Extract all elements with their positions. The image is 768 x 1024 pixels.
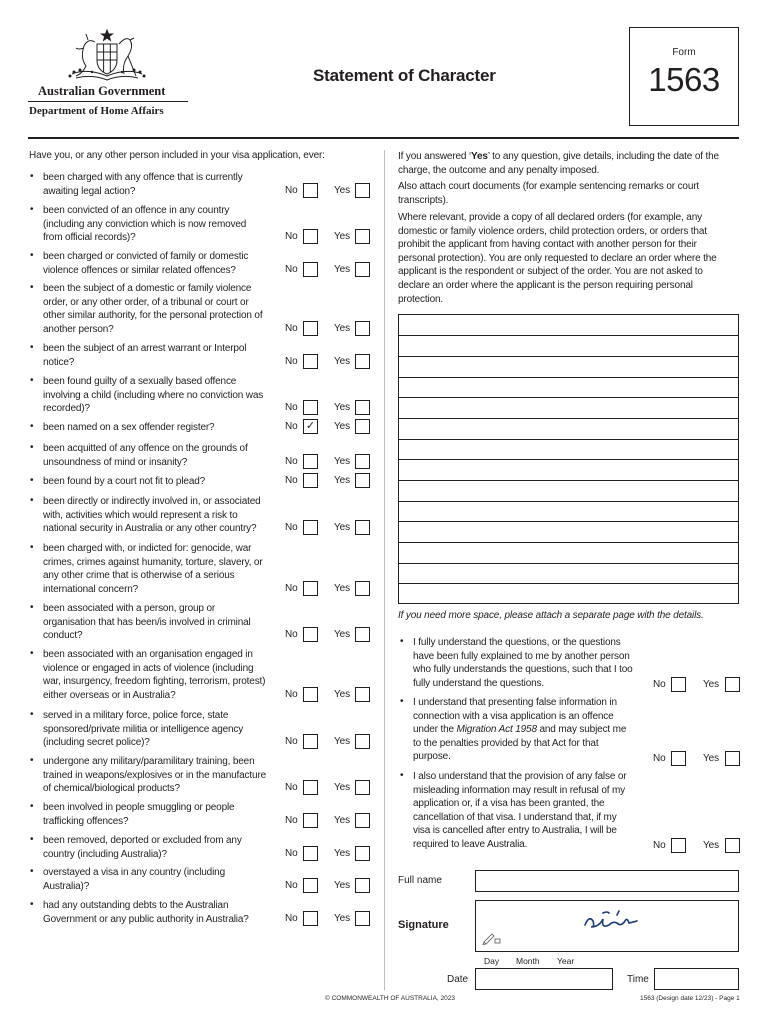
yes-no-group: No Yes	[285, 473, 375, 489]
yes-no-group: No Yes	[285, 846, 375, 862]
yes-no-group: No Yes	[285, 520, 375, 536]
questions-intro: Have you, or any other person included in your visa application, ever:	[29, 150, 325, 161]
no-checkbox[interactable]	[303, 354, 318, 369]
department-name: Department of Home Affairs	[29, 105, 164, 117]
question-text: been the subject of an arrest warrant or Interpol notice?	[43, 343, 247, 368]
act-name: Migration Act 1958	[456, 724, 537, 736]
yes-checkbox[interactable]	[725, 751, 740, 766]
yes-checkbox[interactable]	[355, 229, 370, 244]
declared-orders-note: Where relevant, provide a copy of all declared orders (for example, any domestic or family violence orders, child protection orders, or orders that prohibit the applicant from having contact with another person for their personal protection). You are only requested to declare an order where the applicant is the respondent or subject of the order. You are not asked to declare an order where the applicant is the person requiring personal protection.	[398, 212, 717, 305]
yes-emphasis: Yes	[471, 151, 488, 162]
details-line	[399, 459, 738, 460]
question-text: been convicted of an offence in any country (including any conviction which is now removed from official records)?	[43, 205, 247, 244]
question-text: been charged or convicted of family or domestic violence offences or similar related offences?	[43, 251, 249, 276]
details-line	[399, 397, 738, 398]
signature-field[interactable]	[475, 900, 739, 952]
yes-checkbox[interactable]	[355, 687, 370, 702]
year-label: Year	[557, 956, 575, 966]
header-divider	[28, 101, 188, 102]
yes-checkbox[interactable]	[355, 813, 370, 828]
yes-checkbox[interactable]	[355, 581, 370, 596]
no-checkbox[interactable]	[303, 400, 318, 415]
yes-no-group: No Yes	[285, 454, 375, 470]
no-checkbox[interactable]	[671, 677, 686, 692]
details-line	[399, 377, 738, 378]
yes-checkbox[interactable]	[725, 677, 740, 692]
more-space-note: If you need more space, please attach a separate page with the details.	[398, 610, 704, 621]
yes-checkbox[interactable]	[355, 878, 370, 893]
no-checkbox[interactable]	[303, 520, 318, 535]
yes-checkbox[interactable]	[355, 419, 370, 434]
details-line	[399, 563, 738, 564]
coat-of-arms-icon	[62, 28, 152, 84]
form-number-box	[629, 27, 739, 126]
signature-label: Signature	[398, 919, 449, 931]
yes-no-group: No Yes	[285, 183, 375, 199]
government-name: Australian Government	[38, 84, 166, 98]
header-rule	[28, 137, 739, 139]
yes-checkbox[interactable]	[725, 838, 740, 853]
question-text: been found guilty of a sexually based offence involving a child (including where no conviction was recorded)?	[43, 376, 264, 415]
yes-checkbox[interactable]	[355, 846, 370, 861]
question-text: served in a military force, police force, state sponsored/private militia or intelligence agency (including secret police)?	[43, 710, 244, 749]
no-checkbox[interactable]	[303, 321, 318, 336]
details-line	[399, 335, 738, 336]
no-checkbox[interactable]	[671, 751, 686, 766]
question-text: been associated with an organisation engaged in violence or engaged in acts of violence (including war, insurgency, freedom fighting, terrorism, protest) either overseas or in Australia?	[43, 649, 266, 701]
date-label: Date	[447, 974, 469, 985]
no-checkbox[interactable]	[303, 687, 318, 702]
details-entry-table[interactable]	[398, 314, 739, 604]
yes-no-group: No Yes	[285, 780, 375, 796]
yes-checkbox[interactable]	[355, 911, 370, 926]
question-text: been found by a court not fit to plead?	[43, 476, 206, 487]
yes-checkbox[interactable]	[355, 454, 370, 469]
question-text: been acquitted of any offence on the grounds of unsoundness of mind or insanity?	[43, 443, 248, 468]
details-line	[399, 356, 738, 357]
question-text: been charged with any offence that is currently awaiting legal action?	[43, 172, 243, 197]
no-checkbox[interactable]	[303, 262, 318, 277]
question-text: been associated with a person, group or organisation that has been/is involved in criminal conduct?	[43, 603, 251, 642]
yes-checkbox[interactable]	[355, 734, 370, 749]
pen-icon	[482, 931, 502, 945]
details-line	[399, 583, 738, 584]
yes-checkbox[interactable]	[355, 262, 370, 277]
time-field[interactable]	[654, 968, 739, 990]
time-label: Time	[627, 974, 649, 985]
question-text: been named on a sex offender register?	[43, 422, 215, 433]
yes-no-group: No Yes	[285, 229, 375, 245]
no-checkbox[interactable]	[671, 838, 686, 853]
form-title: Statement of Character	[313, 66, 496, 85]
question-text: had any outstanding debts to the Australian Government or any public authority in Australia?	[43, 900, 249, 925]
question-text: been charged with, or indicted for: genocide, war crimes, crimes against humanity, torture, slavery, or any other crime that is otherwise of a serious international concern?	[43, 543, 263, 595]
details-instructions: If you answered ‘Yes’ to any question, give details, including the date of the charge, the outcome and any penalty imposed.	[398, 151, 719, 176]
full-name-label: Full name	[398, 875, 442, 886]
yes-no-group: No Yes	[285, 813, 375, 829]
handwritten-signature	[581, 907, 641, 935]
yes-no-group: No Yes	[285, 878, 375, 894]
yes-no-group: No Yes	[653, 677, 743, 693]
details-line	[399, 542, 738, 543]
yes-checkbox[interactable]	[355, 354, 370, 369]
court-documents-note: Also attach court documents (for example sentencing remarks or court transcripts).	[398, 181, 700, 206]
yes-no-group: No Yes	[653, 838, 743, 854]
details-line	[399, 501, 738, 502]
yes-no-group: No Yes	[285, 687, 375, 703]
yes-checkbox[interactable]	[355, 780, 370, 795]
yes-no-group: No Yes	[285, 354, 375, 370]
month-label: Month	[516, 956, 540, 966]
yes-no-group: No Yes	[285, 627, 375, 643]
form-label: Form	[672, 47, 696, 58]
yes-no-group: No Yes	[285, 911, 375, 927]
no-checkbox[interactable]	[303, 473, 318, 488]
column-divider	[384, 150, 385, 990]
yes-no-group: No ✓ Yes	[285, 419, 375, 435]
details-line	[399, 439, 738, 440]
question-text: been directly or indirectly involved in, or associated with, activities which would represent a risk to national security in Australia or any other country?	[43, 496, 261, 535]
details-line	[399, 521, 738, 522]
yes-no-group: No Yes	[285, 321, 375, 337]
yes-no-group: No Yes	[285, 262, 375, 278]
day-label: Day	[484, 956, 500, 966]
no-checkbox[interactable]	[303, 229, 318, 244]
question-text: been involved in people smuggling or people trafficking offences?	[43, 802, 235, 827]
question-text: undergone any military/paramilitary training, been trained in weapons/explosives or in the manufacture of chemical/biological products?	[43, 756, 267, 795]
yes-no-group: No Yes	[285, 581, 375, 597]
no-checkbox[interactable]	[303, 911, 318, 926]
yes-checkbox[interactable]	[355, 183, 370, 198]
yes-no-group: No Yes	[285, 400, 375, 416]
no-checkbox[interactable]	[303, 454, 318, 469]
no-checkbox[interactable]	[303, 183, 318, 198]
yes-checkbox[interactable]	[355, 520, 370, 535]
form-number: 1563	[648, 61, 720, 98]
details-line	[399, 480, 738, 481]
copyright-notice: © COMMONWEALTH OF AUSTRALIA, 2023	[325, 995, 455, 1002]
question-text: overstayed a visa in any country (including Australia)?	[43, 867, 225, 892]
yes-no-group: No Yes	[653, 751, 743, 767]
no-checkbox[interactable]	[303, 813, 318, 828]
details-line	[399, 418, 738, 419]
no-checkbox[interactable]	[303, 581, 318, 596]
yes-checkbox[interactable]	[355, 473, 370, 488]
no-checkbox[interactable]: ✓	[303, 419, 318, 434]
no-checkbox[interactable]	[303, 846, 318, 861]
yes-checkbox[interactable]	[355, 627, 370, 642]
no-checkbox[interactable]	[303, 734, 318, 749]
full-name-field[interactable]	[475, 870, 739, 892]
no-checkbox[interactable]	[303, 878, 318, 893]
page-footer: 1563 (Design date 12/23) - Page 1	[640, 995, 740, 1002]
date-field[interactable]	[475, 968, 613, 990]
no-checkbox[interactable]	[303, 780, 318, 795]
no-checkbox[interactable]	[303, 627, 318, 642]
yes-checkbox[interactable]	[355, 400, 370, 415]
yes-no-group: No Yes	[285, 734, 375, 750]
yes-checkbox[interactable]	[355, 321, 370, 336]
question-text: been removed, deported or excluded from any country (including Australia)?	[43, 835, 242, 860]
question-text: been the subject of a domestic or family violence order, or any other order, of a tribunal or court or other similar authority, for the personal protection of another person?	[43, 283, 263, 335]
